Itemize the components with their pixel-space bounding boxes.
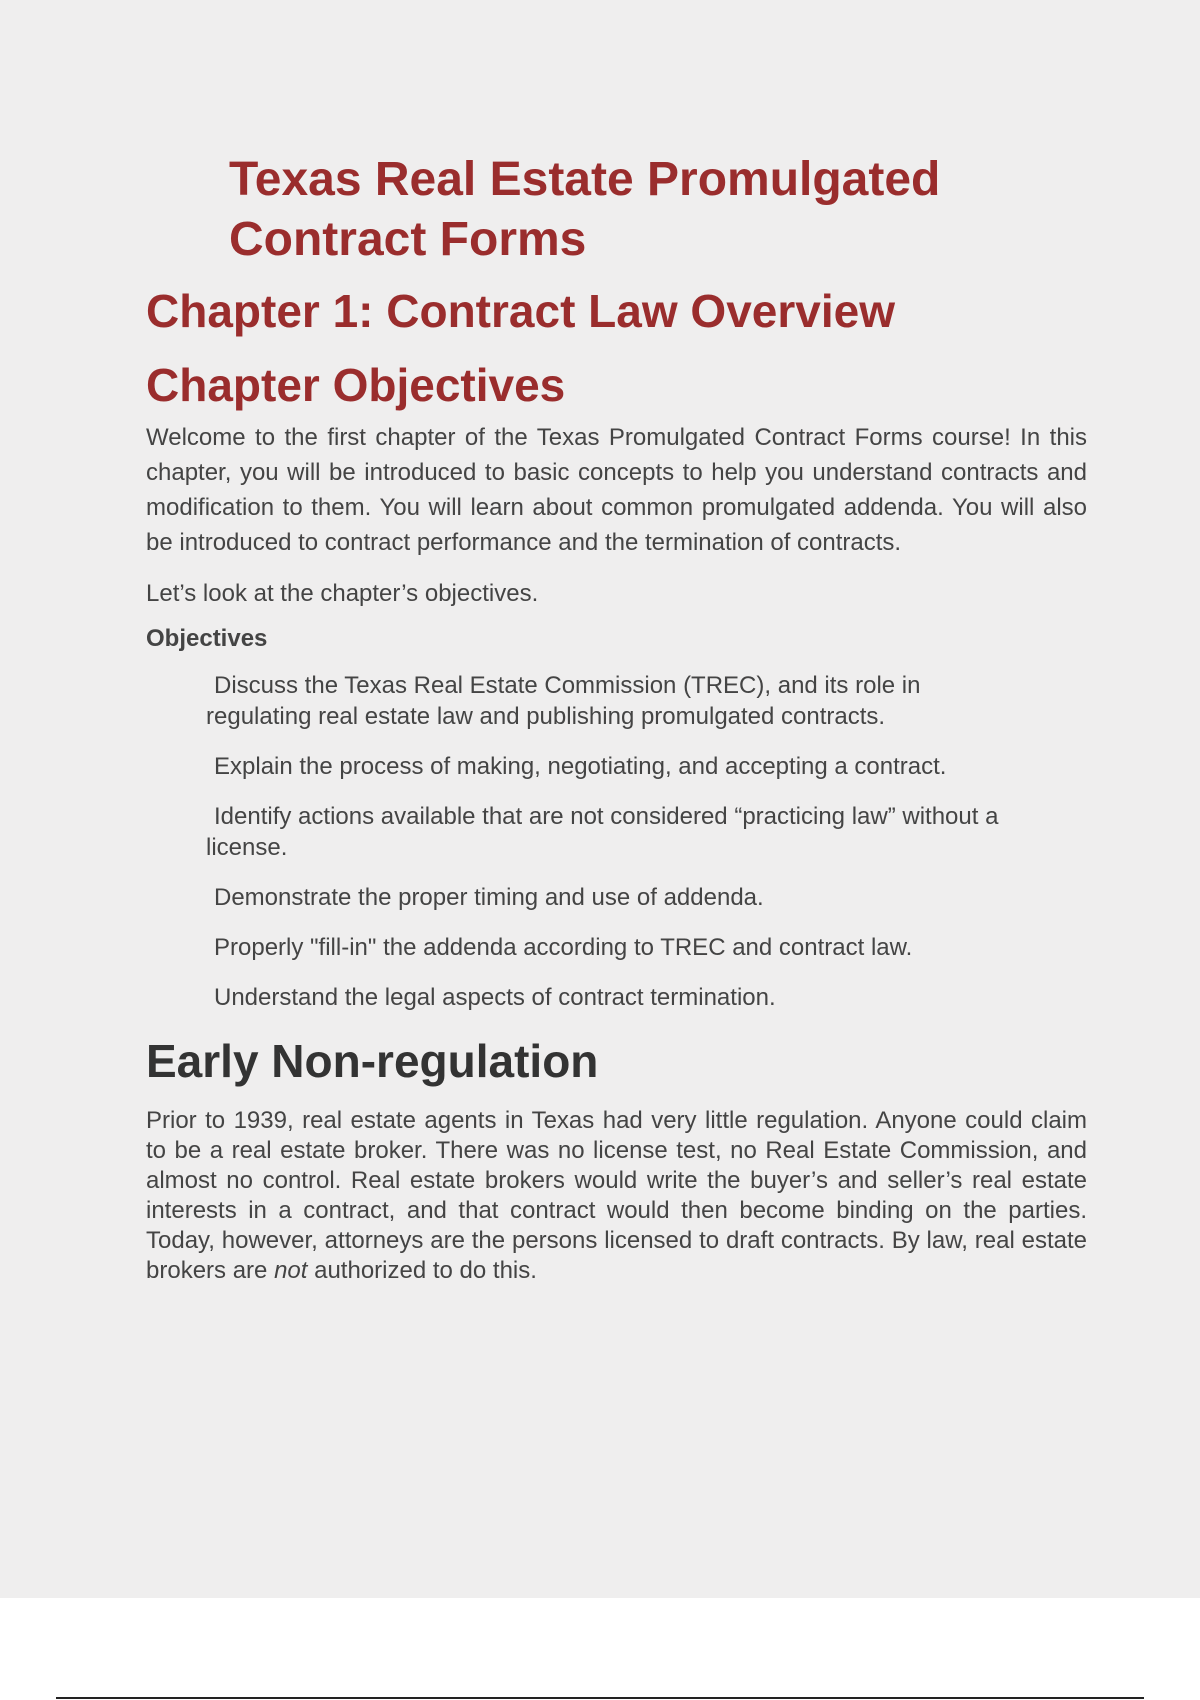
lead-in-text: Let’s look at the chapter’s objectives. bbox=[146, 580, 539, 607]
intro-paragraph: Welcome to the first chapter of the Texas Promulgated Contract Forms course! In this chapter, you will be introduced to basic concepts to help you understand contracts and modification to them. You will learn about common promulgated addenda. You will also be introduced to contract performance and the termination of contracts. bbox=[146, 424, 1087, 556]
section-paragraph bbox=[146, 1106, 1087, 1286]
page-content bbox=[146, 150, 1087, 1286]
objective-item: Demonstrate the proper timing and use of addenda. bbox=[214, 884, 764, 911]
objectives-heading: Chapter Objectives bbox=[146, 359, 566, 411]
section-heading: Early Non-regulation bbox=[146, 1035, 599, 1087]
objective-item: Discuss the Texas Real Estate Commission (TREC), and its role in regulating real estate law and publishing promulgated contracts. bbox=[206, 672, 921, 730]
objectives-label: Objectives bbox=[146, 625, 268, 652]
objectives-list bbox=[206, 670, 1026, 1013]
objective-item: Identify actions available that are not considered “practicing law” without a license. bbox=[206, 803, 999, 861]
emphasis-text: not bbox=[274, 1257, 308, 1284]
objective-item: Explain the process of making, negotiating, and accepting a contract. bbox=[214, 753, 947, 780]
objective-item: Properly "fill-in" the addenda according to TREC and contract law. bbox=[214, 934, 913, 961]
section-paragraph-end: authorized to do this. bbox=[307, 1257, 537, 1284]
chapter-title: Chapter 1: Contract Law Overview bbox=[146, 285, 895, 337]
document-title: Texas Real Estate Promulgated Contract Forms bbox=[229, 153, 941, 266]
objective-item: Understand the legal aspects of contract termination. bbox=[214, 984, 776, 1011]
footer-divider bbox=[56, 1697, 1144, 1699]
section-paragraph-text: Prior to 1939, real estate agents in Texas had very little regulation. Anyone could claim to be a real estate broker. There was no license test, no Real Estate Commission, and almost no control. Real estate brokers would write the buyer’s and seller’s real estate interests in a contract, and that contract would then become binding on the parties. Today, however, attorneys are the persons licensed to draft contracts. By law, real estate brokers are bbox=[146, 1107, 1087, 1284]
